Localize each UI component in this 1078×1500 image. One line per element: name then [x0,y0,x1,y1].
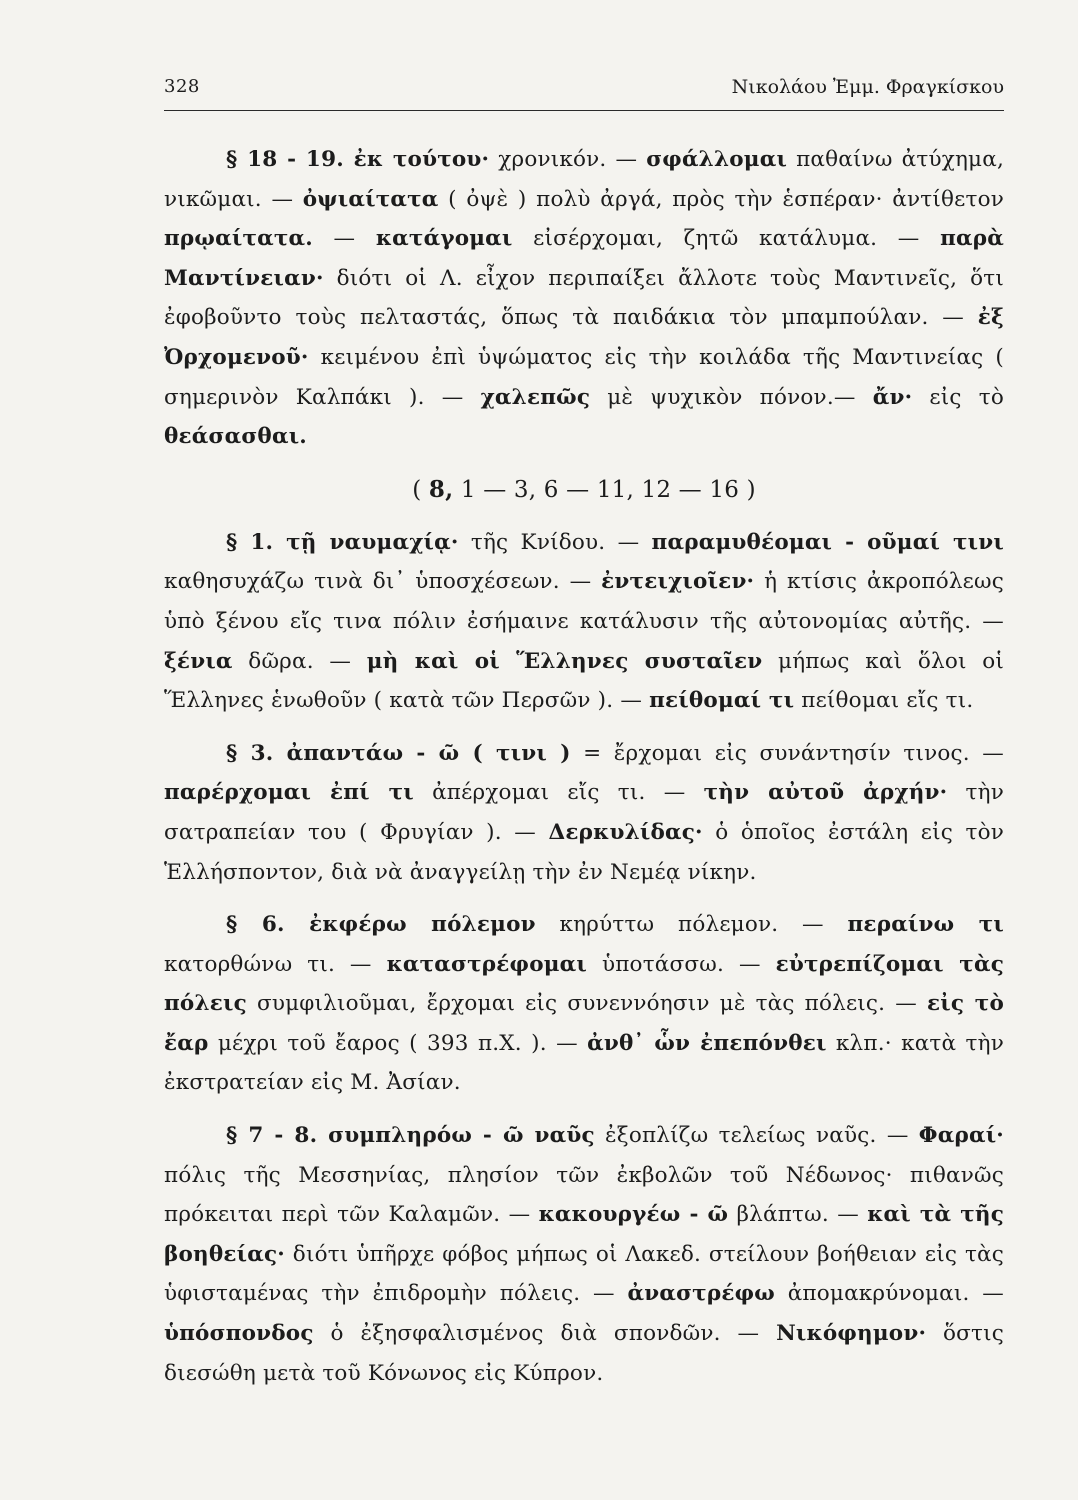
gloss-text: δῶρα. — [232,648,367,674]
gloss-text: βλάπτω. — [728,1202,868,1228]
gloss-text: ὁ ὁποῖος ἐστάλη εἰς τὸν Ἑλλήσποντον, διὰ νὰ ἀναγγείλῃ τὴν ἐν Νεμέᾳ νίκην. [164,819,1004,885]
gloss-text: κειμένου ἐπὶ ὑψώματος εἰς τὴν κοιλάδα τῆς Μαντινείας ( σημερινὸν Καλπάκι ). — [164,344,1004,410]
running-head: Νικολάου Ἐμμ. Φραγκίσκου [731,76,1004,98]
gloss-text: ὑποτάσσω. — [587,951,776,977]
lemma-text: θεάσασθαι. [164,424,307,450]
lemma-text: ὀψιαίτατα [302,186,439,212]
header-rule [164,110,1004,111]
lemma-text: παρὰ Μαντίνειαν· [164,226,1004,291]
gloss-text: κηρύττω πόλεμον. — [535,912,848,938]
lemma-text: ἐντειχιοῖεν· [601,569,755,595]
gloss-text: ὁ ἐξησφαλισμένος διὰ σπονδῶν. — [313,1321,777,1347]
lemma-text: § 7 - 8. συμπληρόω - ῶ ναῦς [226,1123,595,1149]
gloss-text: μὲ ψυχικὸν πόνον.— [590,384,873,410]
gloss-text: πείθομαι εἴς τι. [794,688,974,714]
lemma-text: § 6. ἐκφέρω πόλεμον [226,912,536,938]
gloss-text: παθαίνω ἀτύχημα, νικῶμαι. — [164,147,1004,212]
lemma-text: κατάγομαι [375,226,513,252]
gloss-text: καθησυχάζω τινὰ δι᾽ ὑποσχέσεων. — [164,569,602,595]
chapter-heading [164,470,1004,510]
gloss-text: — [312,226,376,252]
gloss-text: χρονικόν. — [489,147,647,172]
gloss-text: μέχρι τοῦ ἔαρος ( 393 π.Χ. ). — [208,1030,588,1056]
gloss-text: εἰσέρχομαι, ζητῶ κατάλυμα. — [512,226,941,252]
gloss-text: ἀπομακρύνομαι. — [774,1281,1004,1307]
gloss-text: τῆς Κνίδου. — [458,529,652,555]
gloss-text: ἀπέρχομαι εἴς τι. — [413,780,704,806]
gloss-text: διότι ὑπῆρχε φόβος μήπως οἱ Λακεδ. στείλουν βοήθειαν εἰς τὰς ὑφισταμένας τὴν ἐπιδρομὴν πόλεις. — [164,1241,1004,1307]
gloss-text: συμφιλιοῦμαι, ἔρχομαι εἰς συνεννόησιν μὲ τὰς πόλεις. — [246,991,927,1017]
lemma-text: παραμυθέομαι - οῦμαί τινι [651,529,1004,555]
paragraph-18-19 [164,140,1004,457]
gloss-text: εἰς τὸ [912,384,1004,410]
paragraph-1 [164,523,1004,721]
lemma-text: παρέρχομαι ἐπί τι [164,780,414,806]
lemma-text: εἰς τὸ ἔαρ [164,991,1004,1056]
lemma-text: ὑπόσπονδος [164,1321,314,1347]
gloss-text: ἡ κτίσις ἀκροπόλεως ὑπὸ ξένου εἴς τινα πόλιν ἐσήμαινε κατάλυσιν τῆς αὐτονομίας αὐτῆς. — [164,569,1004,634]
gloss-text: πόλις τῆς Μεσσηνίας, πλησίον τῶν ἐκβολῶν τοῦ Νέδωνος· πιθανῶς πρόκειται περὶ τῶν Καλαμῶν. — [164,1162,1004,1228]
lemma-text: § 3. ἀπαντάω - ῶ ( τινι ) [226,740,571,766]
gloss-text: κλπ.· κατὰ τὴν ἐκστρατείαν εἰς Μ. Ἀσίαν. [164,1030,1004,1096]
paragraph-3 [164,734,1004,892]
commentary-body [164,140,1004,1393]
paragraph-6 [164,905,1004,1103]
gloss-text: ( [412,476,429,503]
lemma-text: 8, [428,475,454,503]
gloss-text: = ἔρχομαι εἰς συνάντησίν τινος. — [570,740,1004,766]
lemma-text: καὶ τὰ τῆς βοηθείας· [164,1202,1005,1267]
lemma-text: ξένια [164,648,233,674]
gloss-text: ὅστις διεσώθη μετὰ τοῦ Κόνωνος εἰς Κύπρον. [164,1321,1004,1386]
gloss-text: ( ὀψὲ ) πολὺ ἀργά, πρὸς τὴν ἑσπέραν· ἀντίθετον [438,186,1004,212]
lemma-text: ἐξ Ὀρχομενοῦ· [164,305,1004,370]
lemma-text: περαίνω τι [847,912,1004,938]
page-header [164,76,1004,104]
lemma-text: καταστρέφομαι [386,951,588,977]
gloss-text: διότι οἱ Λ. εἶχον περιπαίξει ἄλλοτε τοὺς Μαντινεῖς, ὅτι ἐφοβοῦντο τοὺς πελταστάς, ὅπως τὰ παιδάκια τὸν μπαμπούλαν. — [164,265,1004,331]
lemma-text: τὴν αὐτοῦ ἀρχήν· [703,780,948,806]
lemma-text: Νικόφημον· [776,1321,927,1347]
lemma-text: μὴ καὶ οἱ Ἕλληνες συσταῖεν [366,648,763,674]
lemma-text: Δερκυλίδας· [548,819,703,845]
lemma-text: ἄν· [872,384,913,410]
lemma-text: πρῳαίτατα. [164,226,313,252]
lemma-text: κακουργέω - ῶ [538,1202,729,1228]
lemma-text: σφάλλομαι [646,147,788,172]
gloss-text: μήπως καὶ ὅλοι οἱ Ἕλληνες ἑνωθοῦν ( κατὰ τῶν Περσῶν ). — [164,648,1004,714]
lemma-text: χαλεπῶς [480,384,591,410]
lemma-text: ἀνθ᾽ ὧν ἐπεπόνθει [587,1030,827,1056]
lemma-text: εὐτρεπίζομαι τὰς πόλεις [164,951,1005,1017]
gloss-text: κατορθώνω τι. — [164,951,387,977]
gloss-text: ἐξοπλίζω τελείως ναῦς. — [594,1123,919,1149]
lemma-text: ἀναστρέφω [627,1281,775,1307]
lemma-text: § 18 - 19. ἐκ τούτου· [226,147,490,172]
gloss-text: 1 — 3, 6 — 11, 12 — 16 ) [453,476,756,503]
gloss-text: τὴν σατραπείαν του ( Φρυγίαν ). — [164,780,1004,845]
paragraph-7-8 [164,1116,1004,1393]
lemma-text: πείθομαί τι [649,688,795,714]
lemma-text: Φαραί· [918,1123,1004,1149]
lemma-text: § 1. τῇ ναυμαχίᾳ· [226,529,459,555]
page-number: 328 [164,76,200,97]
